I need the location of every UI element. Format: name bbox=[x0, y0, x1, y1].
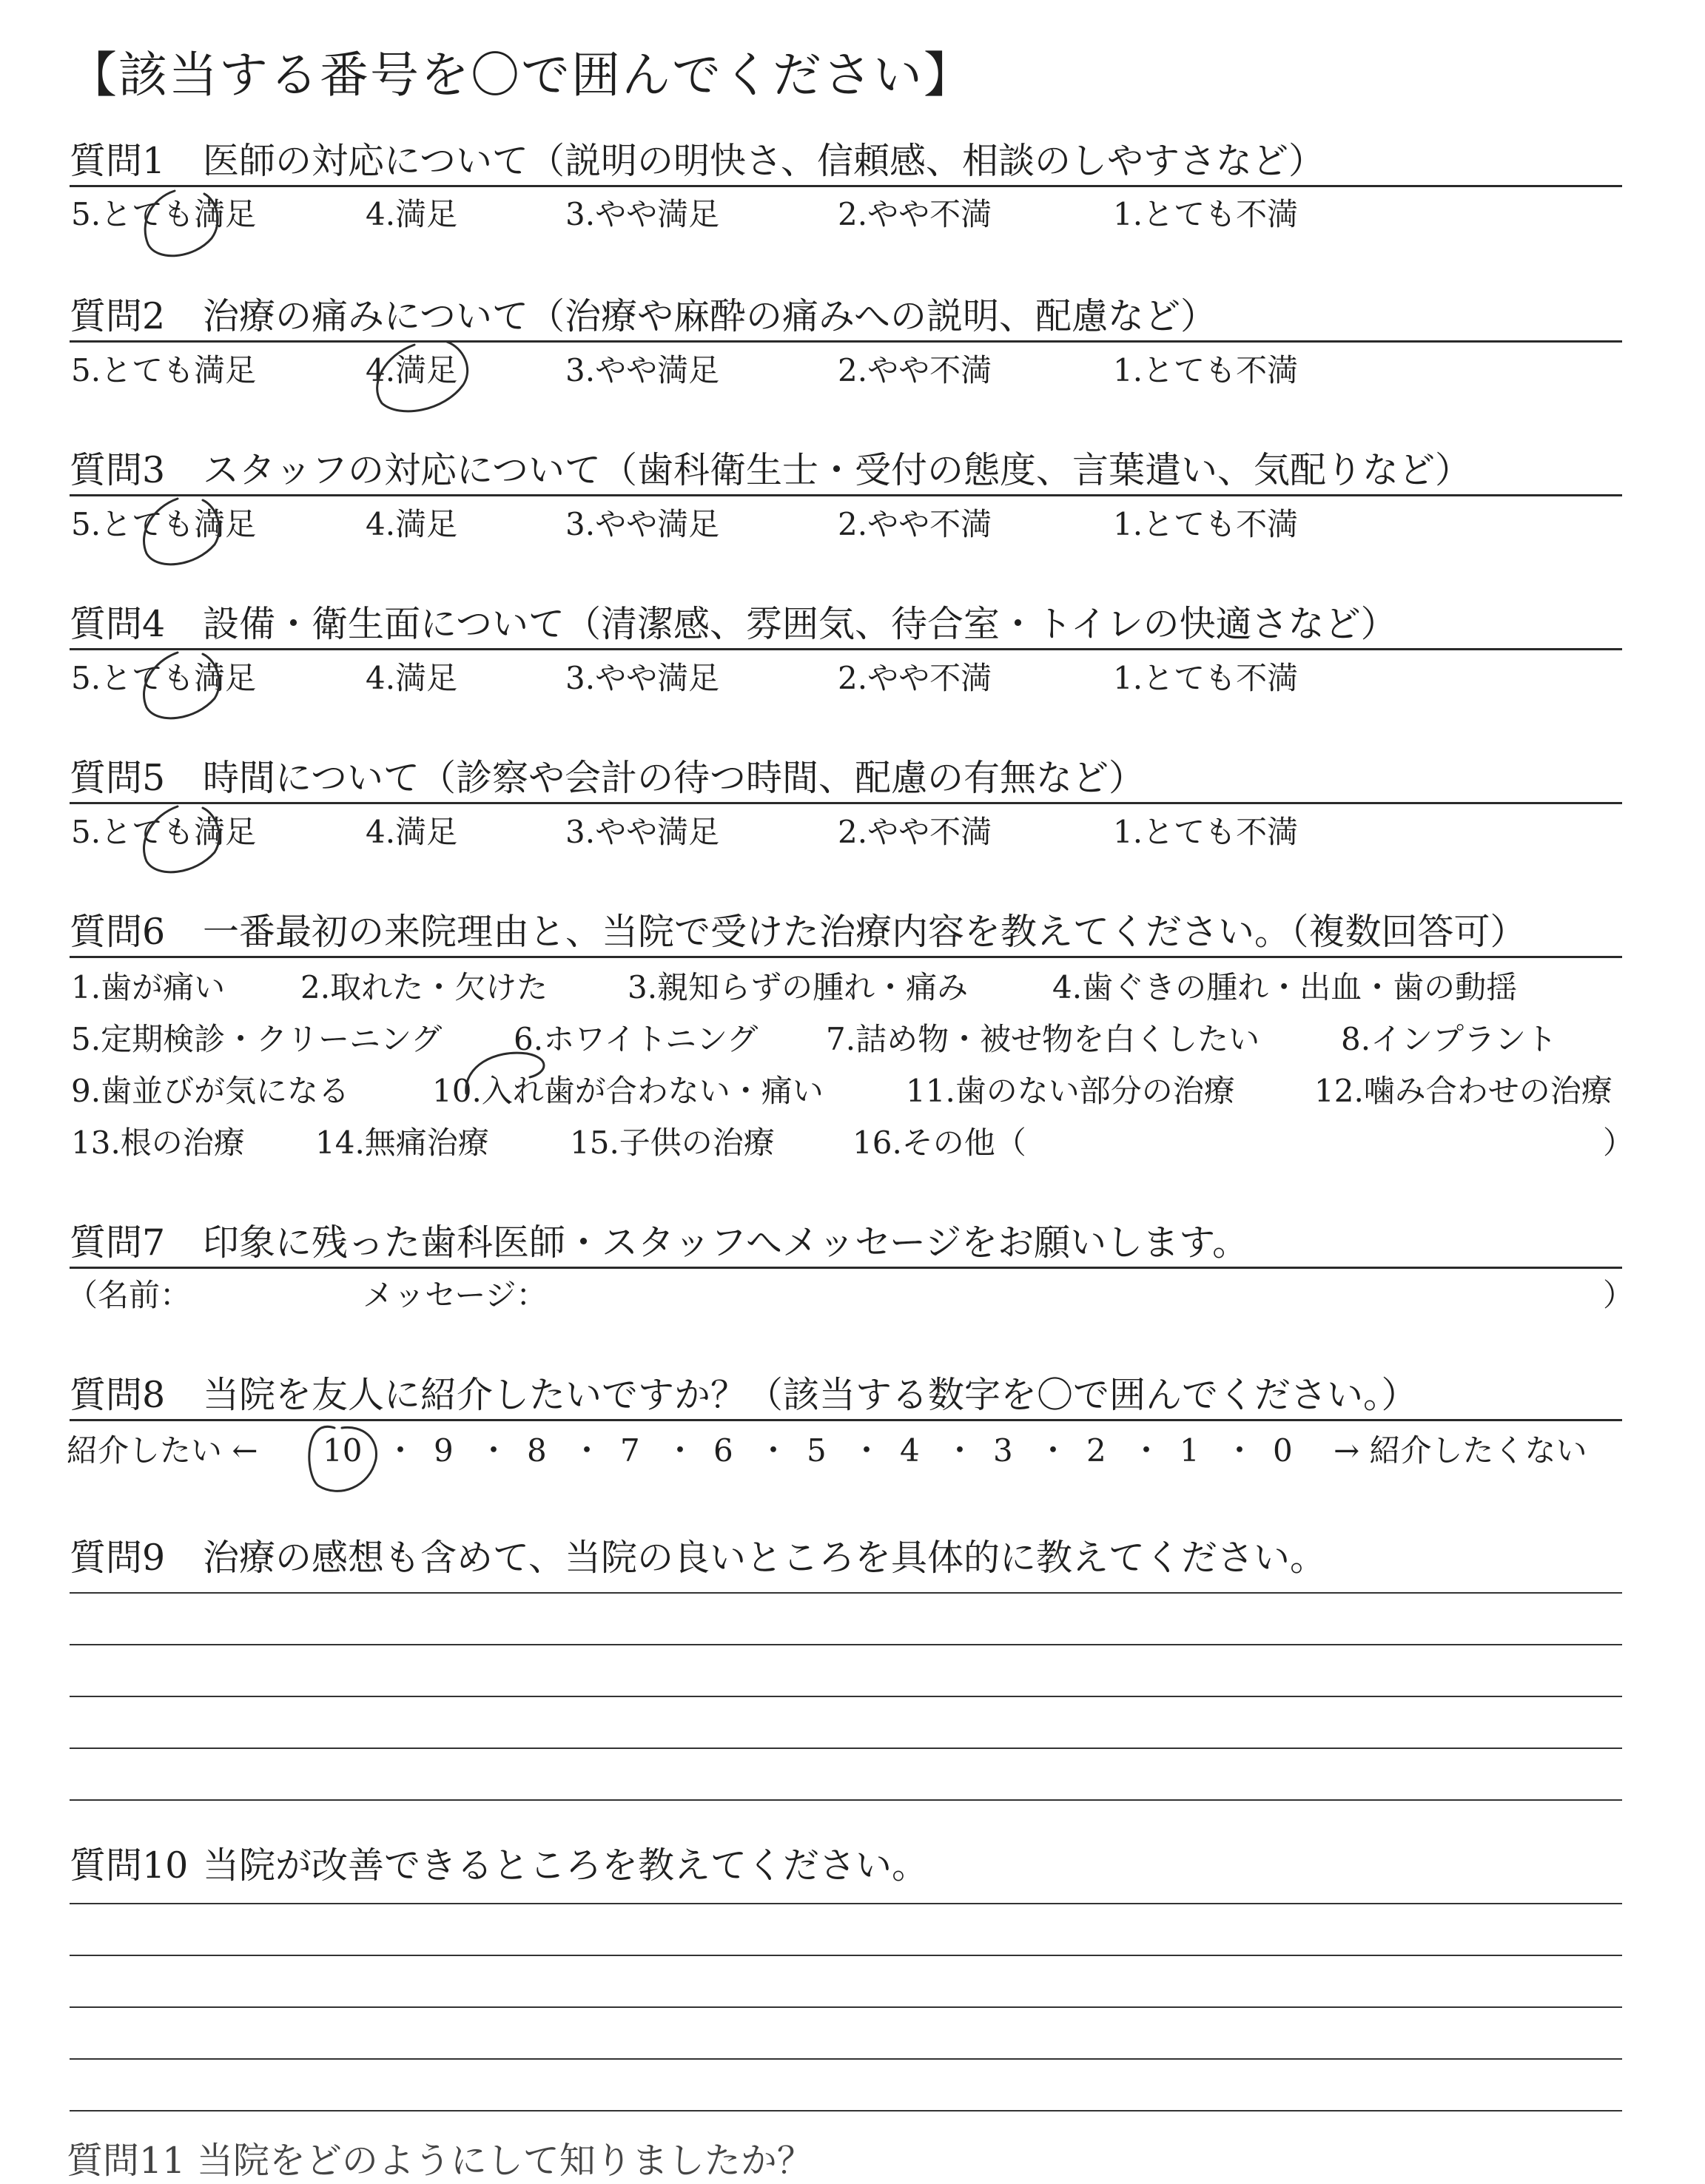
question-rule bbox=[70, 494, 1622, 496]
scale-separator: ・ bbox=[478, 1432, 510, 1469]
rating-option[interactable]: 3.やや満足 bbox=[565, 352, 720, 388]
question-1 bbox=[70, 139, 1624, 183]
rating-option[interactable]: 2.やや不満 bbox=[838, 352, 992, 388]
answer-line[interactable] bbox=[70, 1644, 1622, 1645]
reason-option[interactable]: 8.インプラント bbox=[1341, 1021, 1558, 1057]
answer-line[interactable] bbox=[70, 1747, 1622, 1749]
scale-separator: ・ bbox=[1038, 1432, 1069, 1469]
rating-option[interactable]: 4.満足 bbox=[366, 352, 458, 388]
reason-option-other[interactable]: 16.その他（ bbox=[852, 1125, 1026, 1161]
scale-value[interactable]: 8 bbox=[527, 1432, 547, 1469]
reason-option[interactable]: 15.子供の治療 bbox=[570, 1125, 775, 1161]
answer-line[interactable] bbox=[70, 1955, 1622, 1956]
question-number: 質問8 bbox=[70, 1374, 166, 1416]
reason-option[interactable]: 4.歯ぐきの腫れ・出血・歯の動揺 bbox=[1052, 969, 1518, 1005]
reason-option[interactable]: 5.定期検診・クリーニング bbox=[71, 1021, 443, 1057]
scale-value[interactable]: 10 bbox=[323, 1432, 363, 1469]
scale-value[interactable]: 9 bbox=[434, 1432, 454, 1469]
reason-option[interactable]: 2.取れた・欠けた bbox=[300, 969, 548, 1005]
question-text: 治療の痛みについて（治療や麻酔の痛みへの説明、配慮など） bbox=[203, 295, 1217, 337]
question-text: 医師の対応について（説明の明快さ、信頼感、相談のしやすさなど） bbox=[203, 140, 1325, 182]
message-label: メッセージ： bbox=[363, 1277, 548, 1313]
scale-separator: ・ bbox=[851, 1432, 883, 1469]
rating-option[interactable]: 2.やや不満 bbox=[838, 196, 992, 232]
scale-value[interactable]: 7 bbox=[620, 1432, 640, 1469]
rating-option[interactable]: 4.満足 bbox=[366, 660, 458, 696]
reason-option[interactable]: 10.入れ歯が合わない・痛い bbox=[432, 1073, 824, 1109]
scale-separator: ・ bbox=[385, 1432, 417, 1469]
question-number: 質問6 bbox=[70, 911, 166, 953]
rating-option[interactable]: 5.とても満足 bbox=[71, 196, 257, 232]
question-number: 質問5 bbox=[70, 757, 166, 799]
question-11-partial: 質問11 当院をどのようにして知りましたか？ bbox=[67, 2140, 813, 2182]
scale-value[interactable]: 1 bbox=[1180, 1432, 1200, 1469]
reason-option[interactable]: 14.無痛治療 bbox=[315, 1125, 489, 1161]
scale-separator: ・ bbox=[665, 1432, 696, 1469]
question-3 bbox=[70, 448, 1624, 493]
question-number: 質問2 bbox=[70, 295, 166, 337]
close-paren: ） bbox=[1603, 1125, 1635, 1161]
answer-line[interactable] bbox=[70, 2058, 1622, 2060]
rating-option[interactable]: 5.とても満足 bbox=[71, 660, 257, 696]
rating-option[interactable]: 5.とても満足 bbox=[71, 814, 257, 850]
answer-line[interactable] bbox=[70, 1592, 1622, 1594]
scale-left-label: 紹介したい ← bbox=[67, 1432, 258, 1469]
reason-option[interactable]: 11.歯のない部分の治療 bbox=[906, 1073, 1235, 1109]
question-rule bbox=[70, 340, 1622, 343]
rating-option[interactable]: 5.とても満足 bbox=[71, 506, 257, 542]
question-rule bbox=[70, 956, 1622, 958]
question-rule bbox=[70, 1267, 1622, 1269]
rating-option[interactable]: 2.やや不満 bbox=[838, 814, 992, 850]
question-number: 質問10 bbox=[70, 1844, 189, 1887]
answer-line[interactable] bbox=[70, 1799, 1622, 1801]
reason-option[interactable]: 6.ホワイトニング bbox=[514, 1021, 759, 1057]
answer-line[interactable] bbox=[70, 1696, 1622, 1697]
question-number: 質問1 bbox=[70, 140, 166, 182]
question-2 bbox=[70, 294, 1624, 339]
question-5 bbox=[70, 756, 1624, 801]
question-text: 当院が改善できるところを教えてください。 bbox=[203, 1844, 929, 1887]
rating-option[interactable]: 1.とても不満 bbox=[1113, 660, 1299, 696]
scale-right-label: → 紹介したくない bbox=[1334, 1432, 1587, 1469]
question-text: 印象に残った歯科医師・スタッフへメッセージをお願いします。 bbox=[203, 1221, 1249, 1264]
scale-separator: ・ bbox=[758, 1432, 790, 1469]
scale-value[interactable]: 5 bbox=[807, 1432, 827, 1469]
scale-separator: ・ bbox=[944, 1432, 976, 1469]
scale-value[interactable]: 4 bbox=[900, 1432, 920, 1469]
reason-option[interactable]: 7.詰め物・被せ物を白くしたい bbox=[826, 1021, 1260, 1057]
question-rule bbox=[70, 185, 1622, 187]
question-10 bbox=[70, 1844, 1624, 1888]
form-title: 【該当する番号を〇で囲んでください】 bbox=[68, 47, 974, 104]
scale-value[interactable]: 2 bbox=[1086, 1432, 1106, 1469]
rating-option[interactable]: 3.やや満足 bbox=[565, 196, 720, 232]
rating-option[interactable]: 5.とても満足 bbox=[71, 352, 257, 388]
rating-option[interactable]: 4.満足 bbox=[366, 196, 458, 232]
rating-option[interactable]: 2.やや不満 bbox=[838, 506, 992, 542]
question-text: 治療の感想も含めて、当院の良いところを具体的に教えてください。 bbox=[203, 1537, 1327, 1579]
rating-option[interactable]: 1.とても不満 bbox=[1113, 814, 1299, 850]
question-text: 当院を友人に紹介したいですか？（該当する数字を〇で囲んでください。） bbox=[203, 1374, 1418, 1416]
scale-value[interactable]: 3 bbox=[993, 1432, 1013, 1469]
name-label: （名前： bbox=[67, 1277, 192, 1313]
question-number: 質問4 bbox=[70, 603, 166, 645]
answer-line[interactable] bbox=[70, 1903, 1622, 1904]
rating-option[interactable]: 1.とても不満 bbox=[1113, 196, 1299, 232]
scale-separator: ・ bbox=[571, 1432, 603, 1469]
question-text: 一番最初の来院理由と、当院で受けた治療内容を教えてください。（複数回答可） bbox=[203, 911, 1527, 953]
scale-value[interactable]: 6 bbox=[713, 1432, 733, 1469]
answer-line[interactable] bbox=[70, 2006, 1622, 2008]
question-text: 時間について（診察や会計の待つ時間、配慮の有無など） bbox=[203, 757, 1146, 799]
rating-option[interactable]: 3.やや満足 bbox=[565, 506, 720, 542]
question-rule bbox=[70, 1419, 1622, 1421]
rating-option[interactable]: 4.満足 bbox=[366, 506, 458, 542]
reason-option[interactable]: 9.歯並びが気になる bbox=[71, 1073, 350, 1109]
question-9 bbox=[70, 1536, 1624, 1580]
question-rule bbox=[70, 802, 1622, 804]
reason-option[interactable]: 3.親知らずの腫れ・痛み bbox=[628, 969, 969, 1005]
rating-option[interactable]: 3.やや満足 bbox=[565, 814, 720, 850]
rating-option[interactable]: 1.とても不満 bbox=[1113, 506, 1299, 542]
question-6 bbox=[70, 910, 1624, 954]
rating-option[interactable]: 2.やや不満 bbox=[838, 660, 992, 696]
question-text: スタッフの対応について（歯科衛生士・受付の態度、言葉遣い、気配りなど） bbox=[203, 449, 1472, 491]
reason-option[interactable]: 13.根の治療 bbox=[71, 1125, 245, 1161]
question-number: 質問9 bbox=[70, 1537, 166, 1579]
question-7 bbox=[70, 1221, 1624, 1265]
question-rule bbox=[70, 648, 1622, 650]
close-paren: ） bbox=[1603, 1277, 1635, 1313]
scale-value[interactable]: 0 bbox=[1273, 1432, 1293, 1469]
question-number: 質問3 bbox=[70, 449, 166, 491]
question-number: 質問7 bbox=[70, 1221, 166, 1264]
scale-separator: ・ bbox=[1224, 1432, 1256, 1469]
question-4 bbox=[70, 602, 1624, 647]
question-8 bbox=[70, 1373, 1624, 1418]
answer-line[interactable] bbox=[70, 2110, 1622, 2111]
reason-option[interactable]: 12.噛み合わせの治療 bbox=[1314, 1073, 1612, 1109]
rating-option[interactable]: 3.やや満足 bbox=[565, 660, 720, 696]
rating-option[interactable]: 4.満足 bbox=[366, 814, 458, 850]
question-text: 設備・衛生面について（清潔感、雰囲気、待合室・トイレの快適さなど） bbox=[203, 603, 1397, 645]
scale-separator: ・ bbox=[1131, 1432, 1163, 1469]
reason-option[interactable]: 1.歯が痛い bbox=[71, 969, 226, 1005]
rating-option[interactable]: 1.とても不満 bbox=[1113, 352, 1299, 388]
